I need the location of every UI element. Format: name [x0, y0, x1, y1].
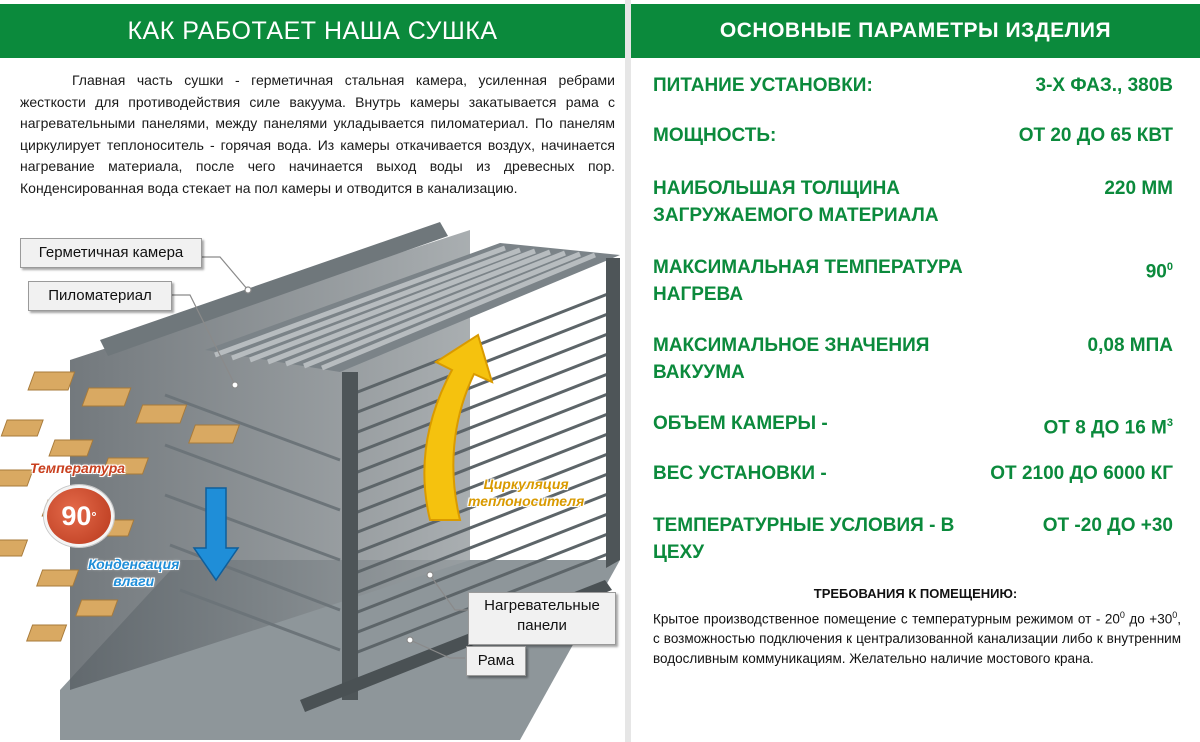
condensation-label	[88, 556, 179, 590]
param-value	[1146, 254, 1173, 285]
frame-right-post	[606, 258, 620, 568]
param-name: НАИБОЛЬШАЯ ТОЛЩИНА ЗАГРУЖАЕМОГО МАТЕРИАЛА	[653, 178, 939, 226]
temperature-label: Температура	[30, 460, 126, 476]
requirements-text-c: , с возможностью подключения к централизованной канализации либо к внутренним водосливным коммуникациям. Желательно наличие мостового крана.	[653, 611, 1181, 666]
param-value: ОТ 2100 ДО 6000 КГ	[990, 463, 1173, 484]
param-value: 0,08 МПА	[1087, 335, 1173, 356]
circulation-label-line1: Циркуляция	[483, 476, 569, 492]
param-name: ВЕС УСТАНОВКИ -	[653, 463, 827, 484]
parameters-panel	[631, 0, 1200, 742]
callout-lumber: Пиломатериал	[28, 281, 172, 311]
temperature-value: 90	[61, 500, 92, 531]
callout-heating-panels-line2: панели	[517, 617, 567, 634]
condensation-label-line1: Конденсация	[88, 556, 180, 572]
param-value: 3-Х ФАЗ., 380В	[1035, 75, 1173, 96]
temperature-degree: °	[91, 508, 97, 524]
param-value: ОТ -20 ДО +30	[1042, 515, 1173, 536]
requirements-text-b: до +30	[1124, 611, 1173, 627]
temperature-badge	[44, 485, 114, 547]
param-value-number: ОТ 8 ДО 16 М	[1043, 417, 1167, 439]
param-value: 220 ММ	[1104, 178, 1173, 199]
param-name: МАКСИМАЛЬНОЕ ЗНАЧЕНИЯ ВАКУУМА	[653, 335, 930, 383]
callout-frame: Рама	[466, 646, 526, 676]
param-value-sup: 3	[1166, 417, 1173, 429]
parameters-title: ОСНОВНЫЕ ПАРАМЕТРЫ ИЗДЕЛИЯ	[631, 4, 1200, 58]
circulation-label-line2: теплоносителя	[468, 493, 585, 509]
requirements-sup-a: 0	[1119, 610, 1125, 620]
how-it-works-title: КАК РАБОТАЕТ НАША СУШКА	[0, 4, 625, 58]
param-name: МАКСИМАЛЬНАЯ ТЕМПЕРАТУРА НАГРЕВА	[653, 257, 963, 305]
requirements-sup-b: 0	[1172, 610, 1178, 620]
param-value-number: 90	[1145, 261, 1167, 283]
requirements-text	[653, 606, 1181, 668]
param-name: ОБЪЕМ КАМЕРЫ -	[653, 413, 828, 434]
callout-heating-panels	[468, 592, 616, 645]
param-name: МОЩНОСТЬ:	[653, 125, 777, 146]
param-value	[1044, 410, 1173, 441]
param-value-sup: 0	[1166, 261, 1173, 273]
circulation-label	[468, 476, 584, 510]
callout-chamber: Герметичная камера	[20, 238, 202, 268]
param-name: ПИТАНИЕ УСТАНОВКИ:	[653, 75, 873, 96]
callout-heating-panels-line1: Нагревательные	[484, 597, 600, 614]
requirements-text-a: Крытое производственное помещение с температурным режимом от - 20	[653, 611, 1120, 627]
condensation-label-line2: влаги	[113, 573, 155, 589]
description-paragraph: Главная часть сушки - герметичная стальная камера, усиленная ребрами жесткости для противодействия силе вакуума. Внутрь камеры закатывается рама с нагревательными панелями, между панелями укладывается пиломатериал. По панелям циркулирует теплоноситель - горячая вода. Из камеры откачивается воздух, начинается нагревание материала, после чего начинается выход воды из древесных пор. Конденсированная вода стекает на пол камеры и отводится в канализацию.	[20, 72, 615, 196]
frame-front-post	[342, 372, 358, 700]
requirements-title: ТРЕБОВАНИЯ К ПОМЕЩЕНИЮ:	[813, 586, 1018, 601]
param-name: ТЕМПЕРАТУРНЫЕ УСЛОВИЯ - В ЦЕХУ	[653, 515, 955, 563]
param-value: ОТ 20 ДО 65 КВТ	[1018, 125, 1173, 146]
